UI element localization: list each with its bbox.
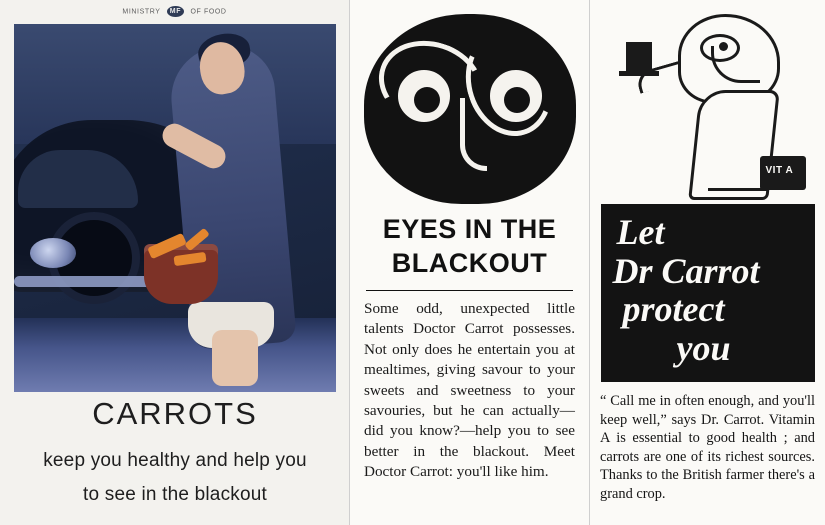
article-body: Some odd, unexpected little talents Doctor Carrot possesses. Not only does he entertain you at mealtimes, giving savour to your sweets and sweetness to your savouries, but he can actually—did you know?—help you to see better in the blackout. Meet Doctor Carrot: you'll like him.: [364, 300, 575, 481]
panel-carrots-poster: [0, 0, 350, 525]
title-divider: [366, 290, 573, 291]
ad-banner-line-3: protect: [622, 289, 725, 330]
poster-caption: [0, 396, 350, 512]
pupil-left: [414, 87, 440, 113]
ad-banner: [601, 204, 815, 382]
poster-credit-prefix: MINISTRY: [122, 8, 161, 16]
eye-left-icon: [394, 66, 454, 126]
poster-illustration: [14, 24, 336, 392]
woman-legs: [212, 330, 258, 386]
poster-headline: CARROTS: [92, 396, 258, 431]
panel-dr-carrot-ad: [590, 0, 825, 525]
poster-subline-2: to see in the blackout: [83, 484, 267, 505]
bag-label: VIT A: [765, 165, 794, 176]
article-title-line-2: BLACKOUT: [391, 248, 548, 278]
pupil-right: [504, 87, 530, 113]
article-title: [364, 212, 575, 280]
nose-outline: [460, 98, 487, 171]
article-title-line-1: EYES IN THE: [382, 214, 557, 244]
doctors-bag-icon: [760, 156, 806, 190]
ad-banner-line-2: Dr Carrot: [612, 250, 760, 291]
poster-subline-1: keep you healthy and help you: [43, 450, 307, 471]
ad-banner-line-1: Let: [616, 212, 665, 252]
top-hat-icon: [626, 42, 652, 72]
eye-right-icon: [486, 66, 546, 126]
eyes-illustration: [364, 14, 576, 204]
car-headlamp-icon: [30, 238, 76, 268]
ad-quote-text: “ Call me in often enough, and you'll keep well,” says Dr. Carrot. Vitamin A is essential to good health ; and carrots are one of its richest sources. Thanks to the British farmer there's a grand crop.: [600, 393, 815, 502]
ministry-of-food-logo: MF: [167, 6, 184, 17]
ad-banner-line-4: you: [676, 328, 731, 369]
panel-eyes-article: [350, 0, 590, 525]
poster-credit: [0, 6, 349, 17]
dr-carrot-illustration: [602, 6, 814, 202]
figure-legs: [708, 188, 768, 205]
poster-credit-suffix: OF FOOD: [190, 8, 227, 16]
